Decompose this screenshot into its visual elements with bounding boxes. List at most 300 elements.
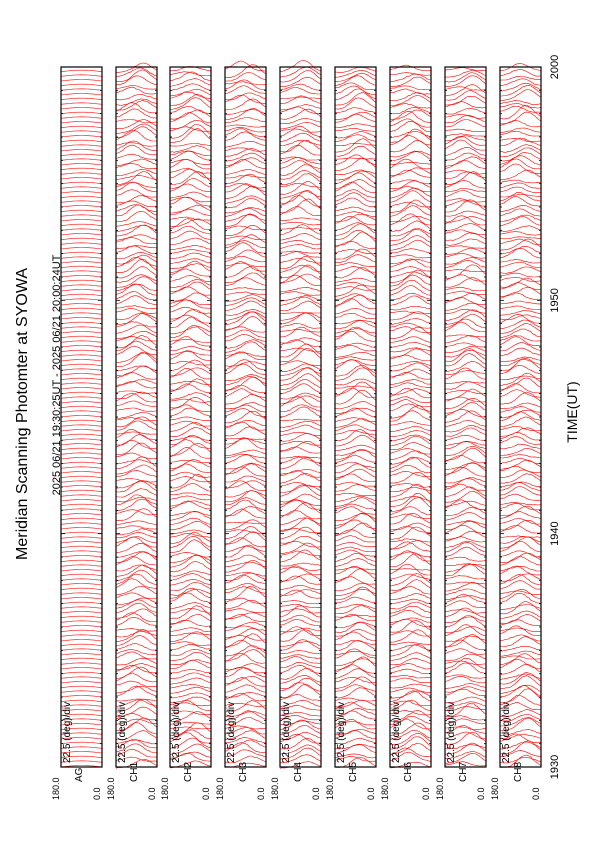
trace-line <box>170 464 211 473</box>
trace-line <box>225 295 266 302</box>
trace-line <box>335 568 376 571</box>
trace-line <box>116 255 157 264</box>
trace-line <box>61 598 102 600</box>
trace-line <box>225 327 266 332</box>
trace-line <box>335 386 376 388</box>
trace-line <box>170 562 211 572</box>
trace-line <box>61 504 102 506</box>
trace-line <box>170 448 211 459</box>
trace-line <box>335 360 376 370</box>
trace-line <box>445 448 486 460</box>
trace-line <box>280 296 321 301</box>
channel-label: CH3 <box>238 761 249 782</box>
trace-line <box>61 542 102 544</box>
trace-line <box>390 93 431 101</box>
trace-line <box>170 428 211 437</box>
trace-line <box>445 435 486 440</box>
trace-line <box>61 154 102 156</box>
trace-line <box>280 330 321 333</box>
trace-line <box>225 411 266 423</box>
trace-line <box>116 499 157 511</box>
trace-line <box>116 163 157 168</box>
trace-line <box>500 581 541 590</box>
trace-line <box>116 629 157 642</box>
trace-line <box>445 246 486 249</box>
panel-ch8 <box>490 63 541 800</box>
trace-line <box>116 686 157 693</box>
trace-line <box>225 600 266 609</box>
trace-line <box>280 222 321 225</box>
trace-line <box>500 605 541 610</box>
trace-line <box>61 220 102 222</box>
trace-line <box>170 98 211 110</box>
trace-line <box>500 553 541 563</box>
trace-group <box>335 67 376 767</box>
trace-line <box>170 282 211 292</box>
y-bottom-label: 0.0 <box>92 787 102 800</box>
trace-line <box>170 417 211 421</box>
trace-line <box>335 698 376 701</box>
trace-line <box>500 470 541 478</box>
trace-line <box>225 340 266 349</box>
trace-line <box>445 291 486 295</box>
trace-line <box>225 288 266 290</box>
trace-line <box>445 446 486 456</box>
trace-line <box>500 348 541 356</box>
trace-line <box>61 439 102 441</box>
trace-line <box>445 278 486 288</box>
trace-line <box>61 280 102 282</box>
trace-line <box>170 614 211 623</box>
trace-line <box>335 498 376 507</box>
trace-line <box>335 73 376 82</box>
trace-line <box>170 511 211 520</box>
trace-line <box>170 253 211 259</box>
trace-line <box>225 427 266 436</box>
trace-line <box>500 541 541 552</box>
trace-line <box>225 226 266 230</box>
trace-line <box>445 114 486 118</box>
trace-line <box>116 366 157 371</box>
trace-line <box>225 527 266 539</box>
trace-line <box>225 125 266 127</box>
trace-line <box>445 233 486 241</box>
trace-line <box>335 425 376 431</box>
trace-line <box>390 104 431 109</box>
trace-line <box>445 425 486 432</box>
panel-frame <box>390 67 431 767</box>
trace-line <box>335 198 376 207</box>
trace-line <box>390 236 431 246</box>
trace-line <box>500 306 541 310</box>
trace-line <box>116 556 157 565</box>
trace-line <box>225 158 266 166</box>
trace-line <box>335 128 376 131</box>
trace-line <box>225 362 266 367</box>
x-axis-label: TIME(UT) <box>564 381 580 443</box>
trace-line <box>445 610 486 614</box>
trace-line <box>335 308 376 314</box>
trace-line <box>390 355 431 360</box>
trace-line <box>335 677 376 683</box>
trace-line <box>280 469 321 474</box>
trace-line <box>335 577 376 585</box>
trace-line <box>335 124 376 128</box>
trace-line <box>61 238 102 240</box>
trace-line <box>390 426 431 431</box>
trace-line <box>500 602 541 614</box>
trace-line <box>390 311 431 314</box>
trace-line <box>335 604 376 609</box>
trace-line <box>445 287 486 290</box>
trace-line <box>116 686 157 696</box>
trace-line <box>280 433 321 441</box>
trace-line <box>61 150 102 152</box>
trace-line <box>61 565 102 567</box>
trace-line <box>116 201 157 207</box>
trace-line <box>335 382 376 395</box>
trace-line <box>280 650 321 654</box>
trace-line <box>445 200 486 212</box>
trace-line <box>170 533 211 544</box>
trace-line <box>61 406 102 408</box>
trace-line <box>335 685 376 692</box>
trace-line <box>390 443 431 450</box>
trace-line <box>116 131 157 142</box>
trace-line <box>390 493 431 506</box>
trace-line <box>61 108 102 110</box>
trace-line <box>445 484 486 491</box>
trace-line <box>61 486 102 488</box>
trace-line <box>445 157 486 167</box>
trace-line <box>61 378 102 380</box>
trace-line <box>225 646 266 656</box>
trace-line <box>280 615 321 622</box>
trace-line <box>280 447 321 454</box>
trace-line <box>61 178 102 180</box>
trace-line <box>116 159 157 166</box>
trace-line <box>500 389 541 397</box>
trace-line <box>335 193 376 202</box>
trace-line <box>225 573 266 581</box>
trace-line <box>225 626 266 631</box>
trace-line <box>390 255 431 258</box>
trace-line <box>116 644 157 650</box>
trace-line <box>61 201 102 203</box>
trace-line <box>225 278 266 285</box>
trace-line <box>225 509 266 519</box>
y-top-label: 180.0 <box>270 777 280 800</box>
trace-line <box>280 640 321 650</box>
trace-line <box>500 358 541 370</box>
trace-line <box>500 614 541 623</box>
trace-line <box>225 148 266 152</box>
trace-line <box>225 292 266 295</box>
trace-line <box>116 245 157 248</box>
trace-line <box>500 512 541 519</box>
trace-line <box>61 308 102 310</box>
trace-line <box>335 669 376 679</box>
trace-line <box>170 423 211 432</box>
trace-line <box>335 352 376 357</box>
trace-line <box>335 114 376 122</box>
trace-line <box>170 474 211 488</box>
channel-label: CH6 <box>403 761 414 782</box>
trace-line <box>280 471 321 478</box>
trace-line <box>335 615 376 617</box>
trace-line <box>500 239 541 251</box>
trace-line <box>170 368 211 379</box>
trace-line <box>500 197 541 207</box>
trace-line <box>170 339 211 342</box>
trace-line <box>61 654 102 656</box>
trace-line <box>61 294 102 296</box>
trace-line <box>280 129 321 132</box>
y-top-label: 180.0 <box>435 777 445 800</box>
trace-line <box>390 580 431 591</box>
trace-line <box>116 598 157 605</box>
trace-line <box>500 246 541 254</box>
trace-group <box>225 61 266 767</box>
trace-line <box>61 70 102 72</box>
trace-line <box>500 267 541 274</box>
y-bottom-label: 0.0 <box>256 787 266 800</box>
trace-line <box>61 210 102 212</box>
trace-line <box>500 474 541 484</box>
trace-line <box>225 575 266 584</box>
trace-line <box>500 232 541 236</box>
trace-line <box>225 263 266 267</box>
trace-line <box>500 486 541 495</box>
trace-line <box>61 416 102 418</box>
trace-line <box>445 576 486 580</box>
trace-line <box>61 626 102 628</box>
trace-line <box>335 513 376 525</box>
trace-line <box>445 230 486 235</box>
trace-line <box>445 487 486 497</box>
trace-line <box>445 96 486 105</box>
trace-line <box>61 514 102 516</box>
trace-line <box>61 621 102 623</box>
y-bottom-label: 0.0 <box>201 787 211 800</box>
trace-line <box>61 159 102 161</box>
trace-line <box>445 684 486 689</box>
trace-line <box>61 444 102 446</box>
trace-line <box>61 640 102 642</box>
trace-line <box>225 530 266 533</box>
trace-line <box>445 676 486 682</box>
trace-line <box>116 313 157 324</box>
trace-line <box>445 73 486 83</box>
trace-line <box>61 182 102 184</box>
panel-ch6 <box>380 65 431 800</box>
trace-line <box>61 430 102 432</box>
trace-line <box>390 684 431 688</box>
trace-line <box>170 493 211 496</box>
trace-line <box>61 103 102 105</box>
trace-line <box>225 99 266 111</box>
trace-line <box>225 622 266 628</box>
x-tick-label: 1950 <box>549 288 561 313</box>
trace-line <box>61 532 102 534</box>
trace-line <box>500 170 541 180</box>
y-top-label: 180.0 <box>490 777 500 800</box>
trace-line <box>335 98 376 109</box>
trace-line <box>225 562 266 567</box>
trace-line <box>61 187 102 189</box>
trace-line <box>335 285 376 297</box>
trace-line <box>280 563 321 566</box>
trace-line <box>280 393 321 399</box>
trace-line <box>500 626 541 636</box>
trace-line <box>61 276 102 278</box>
trace-line <box>61 663 102 665</box>
trace-line <box>61 346 102 348</box>
trace-line <box>280 227 321 229</box>
trace-line <box>280 218 321 221</box>
trace-line <box>500 139 541 142</box>
trace-line <box>500 70 541 77</box>
trace-line <box>500 651 541 656</box>
trace-line <box>335 268 376 278</box>
trace-line <box>280 601 321 604</box>
trace-line <box>61 322 102 324</box>
trace-line <box>500 589 541 599</box>
trace-line <box>335 388 376 398</box>
trace-line <box>61 215 102 217</box>
trace-line <box>170 399 211 402</box>
trace-line <box>116 412 157 418</box>
scale-label: 22.5 (deg)/div <box>117 701 128 763</box>
trace-line <box>61 252 102 254</box>
trace-line <box>170 79 211 87</box>
trace-line <box>445 491 486 502</box>
trace-line <box>280 405 321 412</box>
trace-line <box>280 140 321 152</box>
trace-line <box>225 538 266 547</box>
trace-line <box>116 222 157 227</box>
trace-line <box>61 318 102 320</box>
trace-line <box>170 589 211 595</box>
trace-line <box>170 628 211 632</box>
trace-line <box>116 76 157 85</box>
trace-line <box>170 309 211 319</box>
trace-line <box>445 513 486 521</box>
trace-line <box>225 455 266 464</box>
trace-line <box>170 552 211 557</box>
trace-line <box>61 271 102 273</box>
trace-line <box>61 117 102 119</box>
trace-line <box>280 483 321 487</box>
scale-label: 22.5 (deg)/div <box>62 701 73 763</box>
trace-line <box>61 458 102 460</box>
trace-line <box>225 555 266 562</box>
trace-line <box>390 259 431 264</box>
trace-line <box>280 397 321 407</box>
trace-line <box>61 448 102 450</box>
trace-line <box>116 421 157 430</box>
trace-line <box>170 346 211 351</box>
trace-line <box>116 86 157 90</box>
trace-line <box>61 658 102 660</box>
trace-line <box>61 75 102 77</box>
trace-line <box>390 349 431 358</box>
trace-line <box>390 688 431 693</box>
trace-line <box>61 285 102 287</box>
trace-line <box>116 432 157 434</box>
trace-line <box>61 570 102 572</box>
trace-line <box>335 190 376 198</box>
trace-line <box>390 286 431 296</box>
trace-line <box>170 205 211 213</box>
trace-line <box>500 444 541 449</box>
trace-line <box>116 169 157 175</box>
trace-line <box>170 393 211 400</box>
trace-line <box>500 226 541 232</box>
trace-line <box>61 257 102 259</box>
trace-line <box>61 686 102 688</box>
trace-line <box>335 207 376 212</box>
trace-line <box>500 426 541 430</box>
trace-line <box>445 521 486 525</box>
trace-line <box>61 243 102 245</box>
trace-group <box>500 63 541 767</box>
trace-line <box>170 197 211 202</box>
trace-line <box>61 691 102 693</box>
trace-line <box>390 484 431 497</box>
trace-line <box>390 77 431 87</box>
trace-line <box>280 590 321 596</box>
trace-line <box>116 141 157 150</box>
trace-line <box>500 76 541 80</box>
trace-line <box>61 332 102 334</box>
scale-label: 22.5 (deg)/div <box>391 701 402 763</box>
trace-line <box>225 129 266 137</box>
trace-line <box>225 587 266 594</box>
trace-line <box>170 384 211 393</box>
trace-line <box>61 304 102 306</box>
trace-line <box>170 169 211 178</box>
trace-line <box>335 542 376 547</box>
trace-line <box>335 390 376 404</box>
trace-line <box>116 617 157 626</box>
trace-line <box>225 640 266 649</box>
trace-line <box>61 495 102 497</box>
trace-line <box>445 455 486 462</box>
trace-line <box>170 496 211 500</box>
trace-line <box>280 441 321 451</box>
trace-line <box>390 327 431 333</box>
trace-line <box>170 250 211 253</box>
trace-line <box>335 520 376 529</box>
trace-line <box>61 546 102 548</box>
trace-line <box>445 297 486 304</box>
trace-line <box>390 411 431 422</box>
trace-line <box>61 668 102 670</box>
trace-line <box>390 369 431 376</box>
trace-line <box>500 566 541 571</box>
trace-line <box>390 404 431 412</box>
trace-line <box>335 462 376 467</box>
trace-line <box>116 267 157 278</box>
trace-line <box>500 556 541 565</box>
trace-line <box>61 467 102 469</box>
trace-line <box>335 482 376 486</box>
trace-line <box>500 365 541 374</box>
trace-line <box>225 409 266 417</box>
scale-label: 22.5 (deg)/div <box>281 701 292 763</box>
trace-line <box>335 299 376 309</box>
